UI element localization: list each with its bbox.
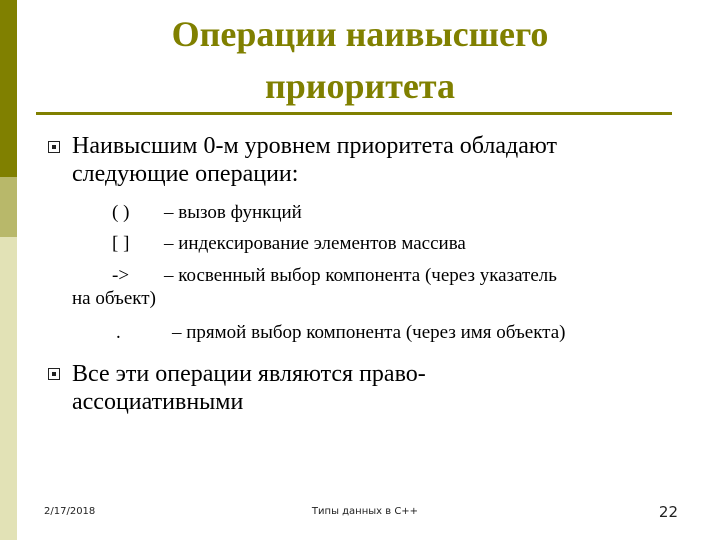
slide-title-line-1: Операции наивысшего [171, 14, 549, 54]
operator-description: – индексирование элементов массива [164, 233, 466, 254]
operator-description: – вызов функций [164, 202, 302, 223]
bullet-1-line-2: следующие операции: [72, 161, 299, 187]
slide-title-line-2: приоритета [264, 66, 456, 106]
bullet-1-line-1: Наивысшим 0-м уровнем приоритета обладают [72, 133, 557, 159]
bullet-2-text [72, 360, 692, 416]
sidebar-accent-middle [0, 177, 17, 237]
operator-symbol: -> [112, 265, 130, 286]
operator-description-continuation: на объект) [72, 288, 156, 309]
sidebar-accent-bottom [0, 237, 17, 540]
square-bullet-icon [48, 368, 60, 380]
bullet-2-line-1: Все эти операции являются право- [72, 361, 426, 387]
operator-symbol: ( ) [112, 202, 130, 223]
operator-description: – прямой выбор компонента (через имя объекта) [172, 322, 566, 343]
operator-symbol: [ ] [112, 233, 130, 254]
page-number: 22 [658, 503, 678, 521]
operator-description: – косвенный выбор компонента (через указатель [164, 265, 557, 286]
operator-symbol: . [116, 322, 121, 343]
sidebar-accent-top [0, 0, 17, 177]
bullet-2-line-2: ассоциативными [72, 389, 244, 415]
footer-date: 2/17/2018 [44, 506, 96, 517]
square-bullet-icon [48, 141, 60, 153]
slide-title [30, 8, 690, 112]
bullet-1-text [72, 132, 692, 188]
footer-center-text: Типы данных в С++ [311, 506, 419, 517]
title-divider [36, 112, 672, 115]
